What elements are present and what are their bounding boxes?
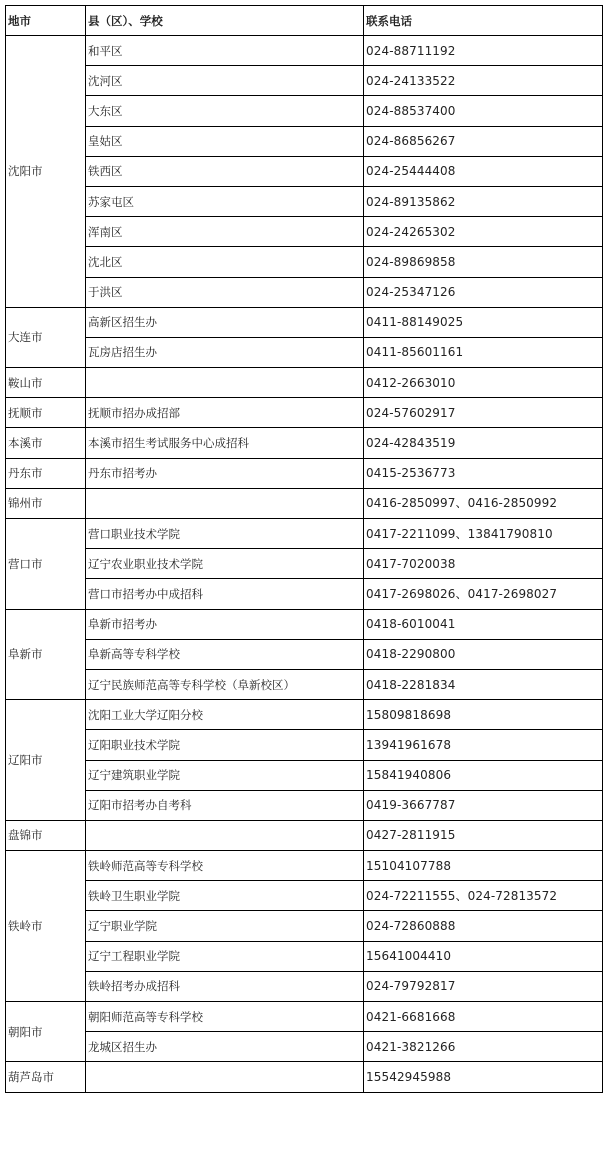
phone-cell: 15641004410 xyxy=(364,941,603,971)
city-cell: 沈阳市 xyxy=(6,36,86,308)
city-cell: 葫芦岛市 xyxy=(6,1062,86,1092)
district-cell: 本溪市招生考试服务中心成招科 xyxy=(86,428,364,458)
city-cell: 本溪市 xyxy=(6,428,86,458)
district-cell xyxy=(86,488,364,518)
table-row xyxy=(6,36,603,66)
table-row xyxy=(6,217,603,247)
phone-cell: 13941961678 xyxy=(364,730,603,760)
table-row xyxy=(6,579,603,609)
city-cell: 丹东市 xyxy=(6,458,86,488)
header-phone: 联系电话 xyxy=(364,6,603,36)
district-cell: 龙城区招生办 xyxy=(86,1032,364,1062)
phone-cell: 0412-2663010 xyxy=(364,368,603,398)
table-row xyxy=(6,941,603,971)
district-cell: 沈阳工业大学辽阳分校 xyxy=(86,700,364,730)
table-row xyxy=(6,368,603,398)
district-cell: 皇姑区 xyxy=(86,126,364,156)
district-cell: 苏家屯区 xyxy=(86,186,364,216)
phone-cell: 024-72211555、024-72813572 xyxy=(364,881,603,911)
district-cell: 高新区招生办 xyxy=(86,307,364,337)
table-row xyxy=(6,126,603,156)
table-row xyxy=(6,669,603,699)
phone-cell: 024-79792817 xyxy=(364,971,603,1001)
table-row xyxy=(6,549,603,579)
phone-cell: 024-88711192 xyxy=(364,36,603,66)
contact-table-body xyxy=(6,6,603,1093)
district-cell: 营口职业技术学院 xyxy=(86,519,364,549)
phone-cell: 0418-6010041 xyxy=(364,609,603,639)
district-cell: 辽宁职业学院 xyxy=(86,911,364,941)
phone-cell: 024-88537400 xyxy=(364,96,603,126)
phone-cell: 15104107788 xyxy=(364,851,603,881)
district-cell: 铁岭招考办成招科 xyxy=(86,971,364,1001)
phone-cell: 15542945988 xyxy=(364,1062,603,1092)
district-cell: 大东区 xyxy=(86,96,364,126)
phone-cell: 0419-3667787 xyxy=(364,790,603,820)
phone-cell: 0421-6681668 xyxy=(364,1002,603,1032)
table-row xyxy=(6,639,603,669)
table-row xyxy=(6,790,603,820)
table-row xyxy=(6,247,603,277)
table-row xyxy=(6,1032,603,1062)
phone-cell: 024-89135862 xyxy=(364,186,603,216)
table-row xyxy=(6,307,603,337)
city-cell: 辽阳市 xyxy=(6,700,86,821)
district-cell xyxy=(86,1062,364,1092)
phone-cell: 024-24133522 xyxy=(364,66,603,96)
table-row xyxy=(6,186,603,216)
table-row xyxy=(6,428,603,458)
phone-cell: 0421-3821266 xyxy=(364,1032,603,1062)
city-cell: 锦州市 xyxy=(6,488,86,518)
table-row xyxy=(6,1002,603,1032)
table-row xyxy=(6,398,603,428)
phone-cell: 0417-2698026、0417-2698027 xyxy=(364,579,603,609)
phone-cell: 0416-2850997、0416-2850992 xyxy=(364,488,603,518)
city-cell: 铁岭市 xyxy=(6,851,86,1002)
table-row xyxy=(6,337,603,367)
phone-cell: 0427-2811915 xyxy=(364,820,603,850)
phone-cell: 024-72860888 xyxy=(364,911,603,941)
district-cell: 阜新高等专科学校 xyxy=(86,639,364,669)
phone-cell: 024-57602917 xyxy=(364,398,603,428)
city-cell: 阜新市 xyxy=(6,609,86,700)
phone-cell: 024-42843519 xyxy=(364,428,603,458)
phone-cell: 0415-2536773 xyxy=(364,458,603,488)
table-row xyxy=(6,96,603,126)
table-row xyxy=(6,1062,603,1092)
city-cell: 朝阳市 xyxy=(6,1002,86,1062)
phone-cell: 0417-7020038 xyxy=(364,549,603,579)
phone-cell: 024-86856267 xyxy=(364,126,603,156)
phone-cell: 0418-2290800 xyxy=(364,639,603,669)
city-cell: 抚顺市 xyxy=(6,398,86,428)
header-district: 县（区）、学校 xyxy=(86,6,364,36)
phone-cell: 15809818698 xyxy=(364,700,603,730)
table-row xyxy=(6,488,603,518)
district-cell: 辽阳职业技术学院 xyxy=(86,730,364,760)
city-cell: 盘锦市 xyxy=(6,820,86,850)
district-cell: 沈北区 xyxy=(86,247,364,277)
phone-cell: 024-24265302 xyxy=(364,217,603,247)
district-cell: 铁西区 xyxy=(86,156,364,186)
district-cell: 丹东市招考办 xyxy=(86,458,364,488)
district-cell: 抚顺市招办成招部 xyxy=(86,398,364,428)
city-cell: 大连市 xyxy=(6,307,86,367)
district-cell: 朝阳师范高等专科学校 xyxy=(86,1002,364,1032)
phone-cell: 0411-88149025 xyxy=(364,307,603,337)
table-row xyxy=(6,458,603,488)
table-row xyxy=(6,700,603,730)
table-row xyxy=(6,971,603,1001)
district-cell: 阜新市招考办 xyxy=(86,609,364,639)
table-row xyxy=(6,911,603,941)
district-cell: 营口市招考办中成招科 xyxy=(86,579,364,609)
district-cell: 和平区 xyxy=(86,36,364,66)
phone-cell: 0411-85601161 xyxy=(364,337,603,367)
city-cell: 营口市 xyxy=(6,519,86,610)
table-row xyxy=(6,820,603,850)
phone-cell: 0417-2211099、13841790810 xyxy=(364,519,603,549)
table-row xyxy=(6,881,603,911)
city-cell: 鞍山市 xyxy=(6,368,86,398)
district-cell xyxy=(86,820,364,850)
district-cell: 瓦房店招生办 xyxy=(86,337,364,367)
district-cell: 辽宁工程职业学院 xyxy=(86,941,364,971)
table-row xyxy=(6,519,603,549)
table-row xyxy=(6,760,603,790)
table-row xyxy=(6,156,603,186)
district-cell xyxy=(86,368,364,398)
table-row xyxy=(6,609,603,639)
phone-cell: 0418-2281834 xyxy=(364,669,603,699)
district-cell: 铁岭师范高等专科学校 xyxy=(86,851,364,881)
table-row xyxy=(6,66,603,96)
phone-cell: 024-25347126 xyxy=(364,277,603,307)
table-row xyxy=(6,851,603,881)
table-row xyxy=(6,730,603,760)
header-city: 地市 xyxy=(6,6,86,36)
district-cell: 沈河区 xyxy=(86,66,364,96)
district-cell: 铁岭卫生职业学院 xyxy=(86,881,364,911)
phone-cell: 024-89869858 xyxy=(364,247,603,277)
contact-table xyxy=(5,5,603,1093)
district-cell: 辽宁建筑职业学院 xyxy=(86,760,364,790)
district-cell: 辽阳市招考办自考科 xyxy=(86,790,364,820)
district-cell: 浑南区 xyxy=(86,217,364,247)
table-row xyxy=(6,277,603,307)
phone-cell: 024-25444408 xyxy=(364,156,603,186)
table-header-row xyxy=(6,6,603,36)
district-cell: 辽宁民族师范高等专科学校（阜新校区） xyxy=(86,669,364,699)
phone-cell: 15841940806 xyxy=(364,760,603,790)
district-cell: 于洪区 xyxy=(86,277,364,307)
district-cell: 辽宁农业职业技术学院 xyxy=(86,549,364,579)
